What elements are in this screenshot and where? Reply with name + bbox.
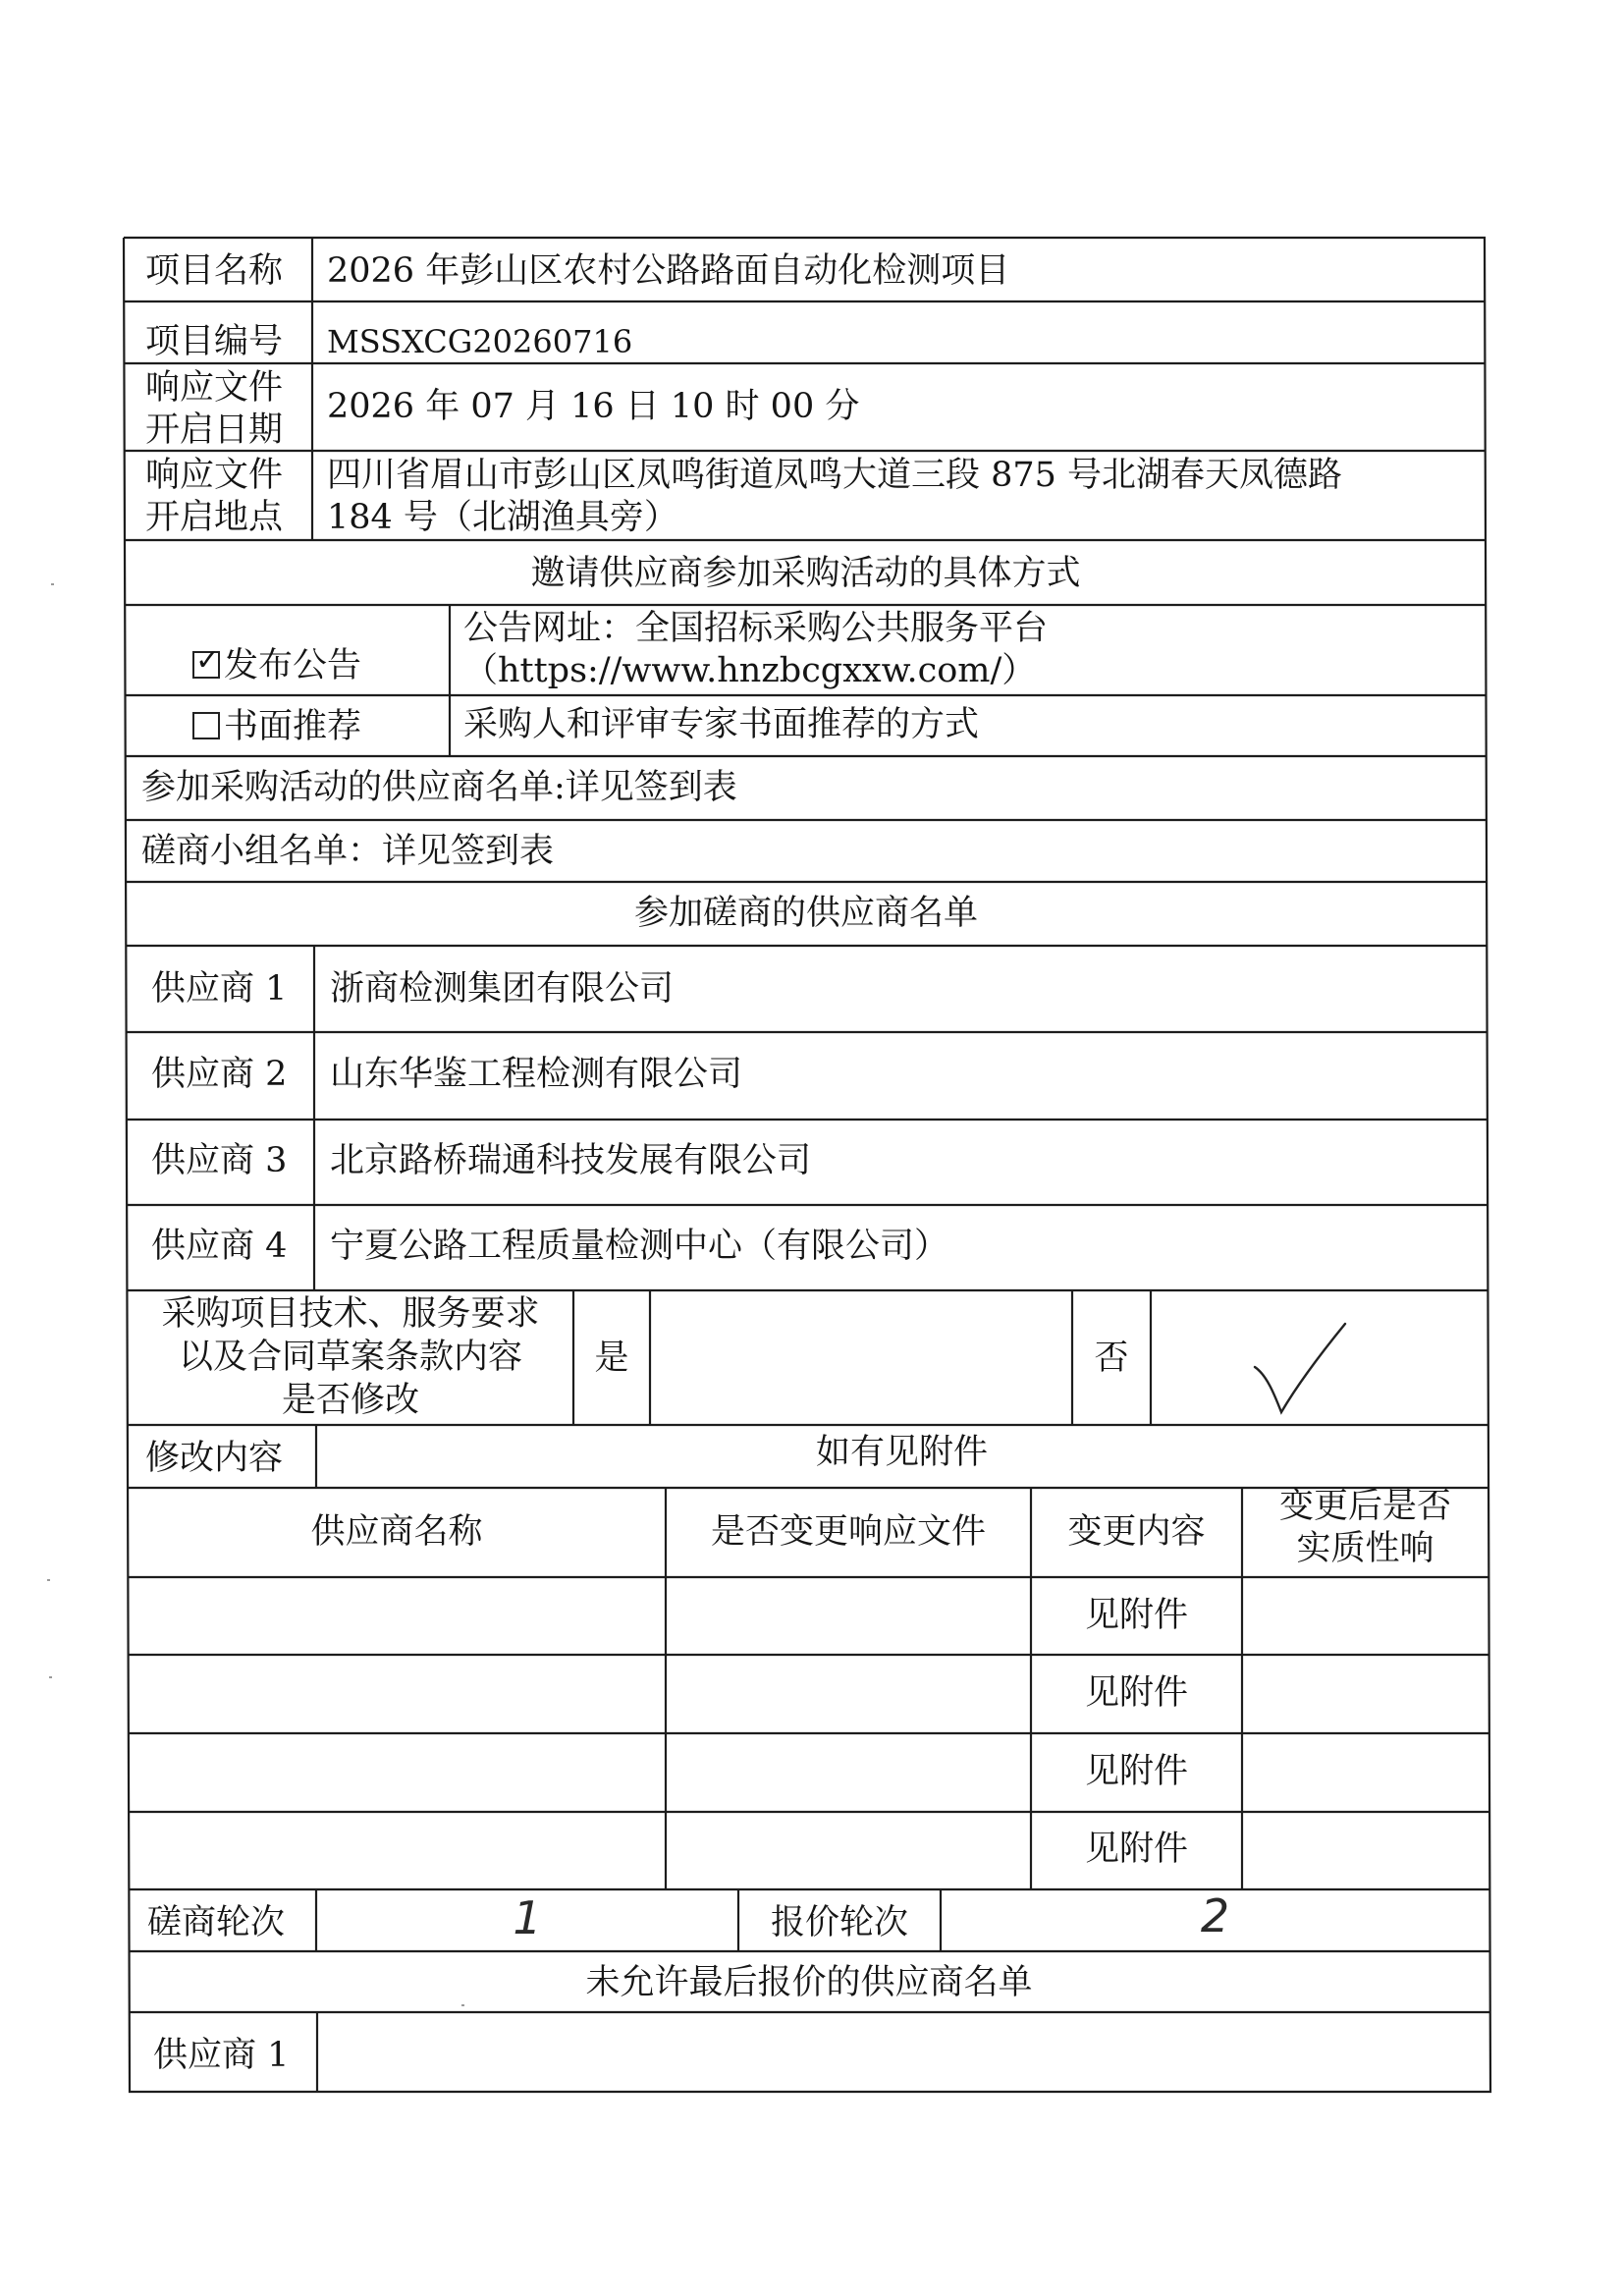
participants-line: 参加采购活动的供应商名单:详见签到表 xyxy=(141,768,737,807)
modification-content-label: 修改内容 xyxy=(145,1439,284,1478)
supplier-label: 供应商 3 xyxy=(151,1141,288,1180)
changes-row-content: 见附件 xyxy=(1084,1830,1188,1869)
scan-speck xyxy=(49,1676,52,1678)
quote-rounds-value: 2 xyxy=(1200,1889,1230,1942)
not-allowed-heading: 未允许最后报价的供应商名单 xyxy=(585,1963,1033,2002)
negotiation-rounds-value: 1 xyxy=(513,1891,542,1944)
publish-label: 发布公告 xyxy=(224,646,362,685)
modification-yes-label: 是 xyxy=(594,1339,629,1378)
supplier-name: 北京路桥瑞通科技发展有限公司 xyxy=(330,1141,812,1180)
publish-option xyxy=(192,644,361,687)
group-line: 磋商小组名单：详见签到表 xyxy=(141,832,555,871)
supplier-label: 供应商 4 xyxy=(151,1227,288,1266)
project-code-label: 项目编号 xyxy=(145,322,284,361)
open-place-label-line1: 响应文件 xyxy=(145,456,284,495)
written-option xyxy=(192,705,361,748)
not-allowed-supplier-label: 供应商 1 xyxy=(153,2036,290,2075)
changes-row-content: 见附件 xyxy=(1084,1673,1188,1713)
changes-row-content: 见附件 xyxy=(1084,1596,1188,1635)
changes-row-content: 见附件 xyxy=(1084,1752,1188,1791)
supplier-name: 浙商检测集团有限公司 xyxy=(330,969,675,1009)
written-label: 书面推荐 xyxy=(224,707,362,746)
changes-header-material-line2: 实质性响 xyxy=(1296,1529,1434,1568)
project-code-value: MSSXCG20260716 xyxy=(327,323,633,360)
open-date-label-line1: 响应文件 xyxy=(145,368,284,408)
publish-checkbox[interactable] xyxy=(192,643,221,679)
open-place-label-line2: 开启地点 xyxy=(145,498,284,537)
scan-speck xyxy=(461,2004,464,2006)
changes-header-changed: 是否变更响应文件 xyxy=(710,1512,986,1552)
negotiation-rounds-label: 磋商轮次 xyxy=(147,1903,286,1942)
supplier-name: 宁夏公路工程质量检测中心（有限公司） xyxy=(330,1227,949,1266)
changes-header-supplier: 供应商名称 xyxy=(310,1512,483,1552)
open-date-value: 2026 年 07 月 16 日 10 时 00 分 xyxy=(327,387,860,426)
modification-no-label: 否 xyxy=(1094,1339,1129,1378)
open-place-value-line1: 四川省眉山市彭山区凤鸣街道凤鸣大道三段 875 号北湖春天凤德路 xyxy=(327,456,1343,495)
supplier-label: 供应商 1 xyxy=(151,969,288,1009)
modification-question-line3: 是否修改 xyxy=(281,1381,419,1420)
publish-desc-line2: （https://www.hnzbcgxxw.com/） xyxy=(463,651,1037,690)
scan-speck xyxy=(47,1579,50,1581)
scan-speck xyxy=(51,583,54,585)
supplier-name: 山东华鉴工程检测有限公司 xyxy=(330,1055,743,1094)
project-name-label: 项目名称 xyxy=(145,251,284,291)
modification-question-line2: 以及合同草案条款内容 xyxy=(178,1338,522,1377)
modification-question-line1: 采购项目技术、服务要求 xyxy=(161,1294,540,1334)
quote-rounds-label: 报价轮次 xyxy=(770,1903,908,1942)
check-icon: ✓ xyxy=(195,643,221,678)
publish-desc-line1: 公告网址：全国招标采购公共服务平台 xyxy=(463,609,1049,648)
suppliers-heading: 参加磋商的供应商名单 xyxy=(633,894,978,933)
invitation-heading: 邀请供应商参加采购活动的具体方式 xyxy=(530,554,1081,593)
open-date-label-line2: 开启日期 xyxy=(145,410,284,450)
changes-header-material-line1: 变更后是否 xyxy=(1278,1487,1451,1526)
supplier-label: 供应商 2 xyxy=(151,1055,288,1094)
written-checkbox[interactable] xyxy=(192,712,220,739)
modification-content-value: 如有见附件 xyxy=(815,1433,988,1472)
project-name-value: 2026 年彭山区农村公路路面自动化检测项目 xyxy=(327,251,1010,291)
changes-header-content: 变更内容 xyxy=(1067,1512,1206,1552)
written-desc: 采购人和评审专家书面推荐的方式 xyxy=(463,705,980,744)
open-place-value-line2: 184 号（北湖渔具旁） xyxy=(327,498,678,537)
